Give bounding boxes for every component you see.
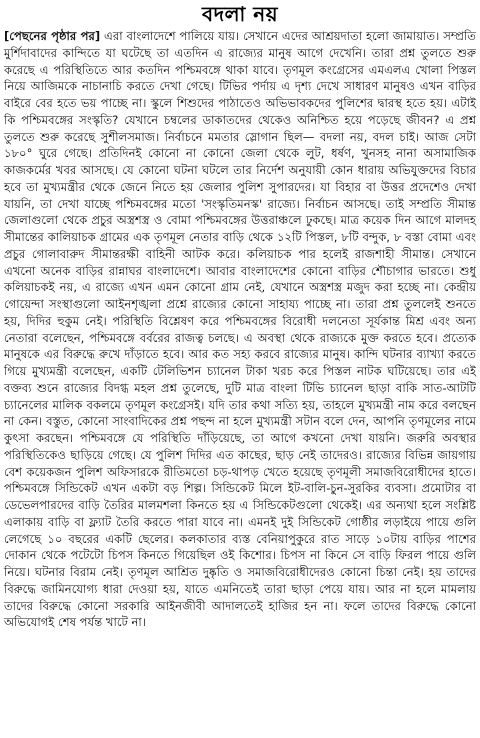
article-body-text: এরা বাংলাদেশে পালিয়ে যায়। সেখানে এদের আশ্রয়দাতা হলো জামায়াত। সম্প্রতি মুর্শিদাবাদের কান্দিতে যা ঘটেছে তা এতদিন এ রাজ্যের মানুষ আগে দেখেনি। তারা প্রশ্ন তুলতে শুরু করেছে এ পরিস্থিতিতে আর কতদিন পশ্চিমবঙ্গে থাকা যাবে। তৃণমূল কংগ্রেসের এমএলএ খোলা পিস্তল নিয়ে আজিমকে নাচানাচি করতে দেখা গেছে। টিভির পর্দায় এ দৃশ্য দেখে সাধারণ মানুষও এখন বাড়ির বাইরে বের হতে ভয় পাচ্ছে না। স্কুলে শিশুদের পাঠাতেও অভিভাবকদের পুলিশের দ্বারস্থ হতে হয়। এটাই কি পশ্চিমবঙ্গের সংস্কৃতি? যেখানে চম্বলের ডাকাতদের থেকেও অনিশ্চিত হয়ে পড়েছে জীবন? এ প্রশ্ন তুলতে শুরু করেছে সুশীলসমাজ। নির্বাচনে মমতার স্লোগান ছিল— বদলা নয়, বদল চাই। আজ সেটা ১৮০° ঘুরে গেছে। প্রতিদিনই কোনো না কোনো জেলা থেকে লুট, ধর্ষণ, খুনসহ নানা অসামাজিক কাজকর্মের খবর আসছে। যে কোনো ঘটনা ঘটলে তার নির্দেশ অনুযায়ী কোন ধারায় অভিযুক্তদের বিচার হবে তা মুখ্যমন্ত্রীর থেকে জেনে নিতে হয় জেলার পুলিশ সুপারদের। যা বিহার বা উত্তর প্রদেশেও দেখা যায়নি, তা দেখা যাচ্ছে পশ্চিমবঙ্গের মতো 'সংস্কৃতিমনস্ক' রাজ্যে। নির্বাচন আসছে। তাই সম্প্রতি সীমান্ত জেলাগুলো থেকে প্রচুর অস্ত্রশস্ত্র ও বোমা পশ্চিমবঙ্গের উত্তরাঞ্চলে ঢুকছে। মাত্র কয়েক দিন আগে মালদহ সীমান্তের কালিয়াচক গ্রামের এক তৃণমূল নেতার বাড়ি থেকে ১২টি পিস্তল, ৮টি বন্দুক, ৮ বস্তা বোমা এবং প্রচুর গোলাবারুদ সীমান্তরক্ষী বাহিনী আটক করে। কলিয়াচক পার হলেই রাজশাহী সীমান্ত। সেখানে এখনো অনেক বাড়ির রান্নাঘর বাংলাদেশে। আবার বাংলাদেশের কোনো বাড়ির শৌচাগার ভারতে। শুধু কলিয়াচকই নয়, এ রাজ্যে এখন এমন কোনো গ্রাম নেই, যেখানে অস্ত্রশস্ত্র মজুদ করা হচ্ছে না। কেন্দ্রীয় গোয়েন্দা সংস্থাগুলো আইনশৃঙ্খলা প্রশ্নে রাজ্যের কোনো সাহায্য পাচ্ছে না। তারা প্রশ্ন তুললেই শুনতে হয়, দিদির হুকুম নেই। পরিস্থিতি বিশ্লেষণ করে পশ্চিমবঙ্গের বিরোধী দলনেতা সূর্যকান্ত মিশ্র এবং অন্য নেতারা বলেছেন, পশ্চিমবঙ্গে বর্বরের রাজত্ব চলছে। এ অবস্থা থেকে রাজ্যকে মুক্ত করতে হবে। প্রত্যেক মানুষকে এর বিরুদ্ধে রুখে দাঁড়াতে হবে। আর কত সহ্য করবে রাজ্যের মানুষ। কান্দি ঘটনার ব্যাখ্যা করতে গিয়ে মুখ্যমন্ত্রী বলেছেন, একটি টেলিভিশন চ্যানেল টাকা খরচ করে পিস্তল নাটক ঘটিয়েছে। তার এই বক্তব্য শুনে রাজ্যের বিদগ্ধ মহল প্রশ্ন তুলেছে, দুটি মাত্র বাংলা টিভি চ্যানেল ছাড়া বাকি সাত-আটটি চ্যানেলের মালিক বকলমে তৃণমূল কংগ্রেসই। যদি তার কথা সত্যি হয়, তাহলে মুখ্যমন্ত্রী নাম করে বলছেন না কেন। বস্তুত, কোনো সাংবাদিকের প্রশ্ন পছন্দ না হলে মুখ্যমন্ত্রী সটান বলে দেন, আপনি তৃণমূলের নামে কুৎসা করছেন। পশ্চিমবঙ্গে যে পরিস্থিতি দাঁড়িয়েছে, তা আগে কখনো দেখা যায়নি। জরুরি অবস্থার পরিস্থিতিকেও ছাড়িয়ে গেছে। যে পুলিশ দিদির এত কাছের, ছাড় নেই তাদেরও। রাজ্যের বিভিন্ন জায়গায় বেশ কয়েকজন পুলিশ অফিসারকে রীতিমতো চড়-থাপড় খেতে হয়েছে তৃণমূলী সমাজবিরোধীদের হাতে। পশ্চিমবঙ্গে সিন্ডিকেট এখন একটা বড় শিল্প। সিন্ডিকেট মিলে ইট-বালি-চুন-সুরকির ব্যবসা। প্রমোটার বা ডেভেলপারদের বাড়ি তৈরির মালমশলা কিনতে হয় এ সিন্ডিকেটগুলো থেকেই। এর অন্যথা হলে সংশ্লিষ্ট এলাকায় বাড়ি বা ফ্ল্যাট তৈরি করতে পারা যাবে না। এমনই দুই সিন্ডিকেট গোষ্ঠীর লড়াইয়ে পায়ে গুলি লেগেছে ১০ বছরের একটি ছেলের। কলকাতার ব্যস্ত বেনিয়াপুকুরে রাত সাড়ে ১০টায় বাড়ির পাশের দোকান থেকে পটেটো চিপস কিনতে গিয়েছিল ওই কিশোর। চিপস না কিনে সে বাড়ি ফিরল পায়ে গুলি নিয়ে। ঘটনার বিরাম নেই। তৃণমূল আশ্রিত দুষ্কৃতি ও সমাজবিরোধীদেরও কোনো চিন্তা নেই। হয় তাদের বিরুদ্ধে জামিনযোগ্য ধারা দেওয়া হয়, যাতে এমনিতেই তারা ছাড়া পেয়ে যায়। আর না হলে মামলায় তাদের বিরুদ্ধে কোনো সরকারি আইনজীবী আদালতেই হাজির হন না। ফলে তাদের বিরুদ্ধে কোনো অভিযোগই শেষ পর্যন্ত খাটে না। [4, 29, 476, 630]
article-headline: বদলা নয় [201, 2, 279, 26]
continued-from-previous-page-tag: [পেছনের পৃষ্ঠার পর] [4, 29, 101, 43]
article-body [4, 28, 476, 631]
